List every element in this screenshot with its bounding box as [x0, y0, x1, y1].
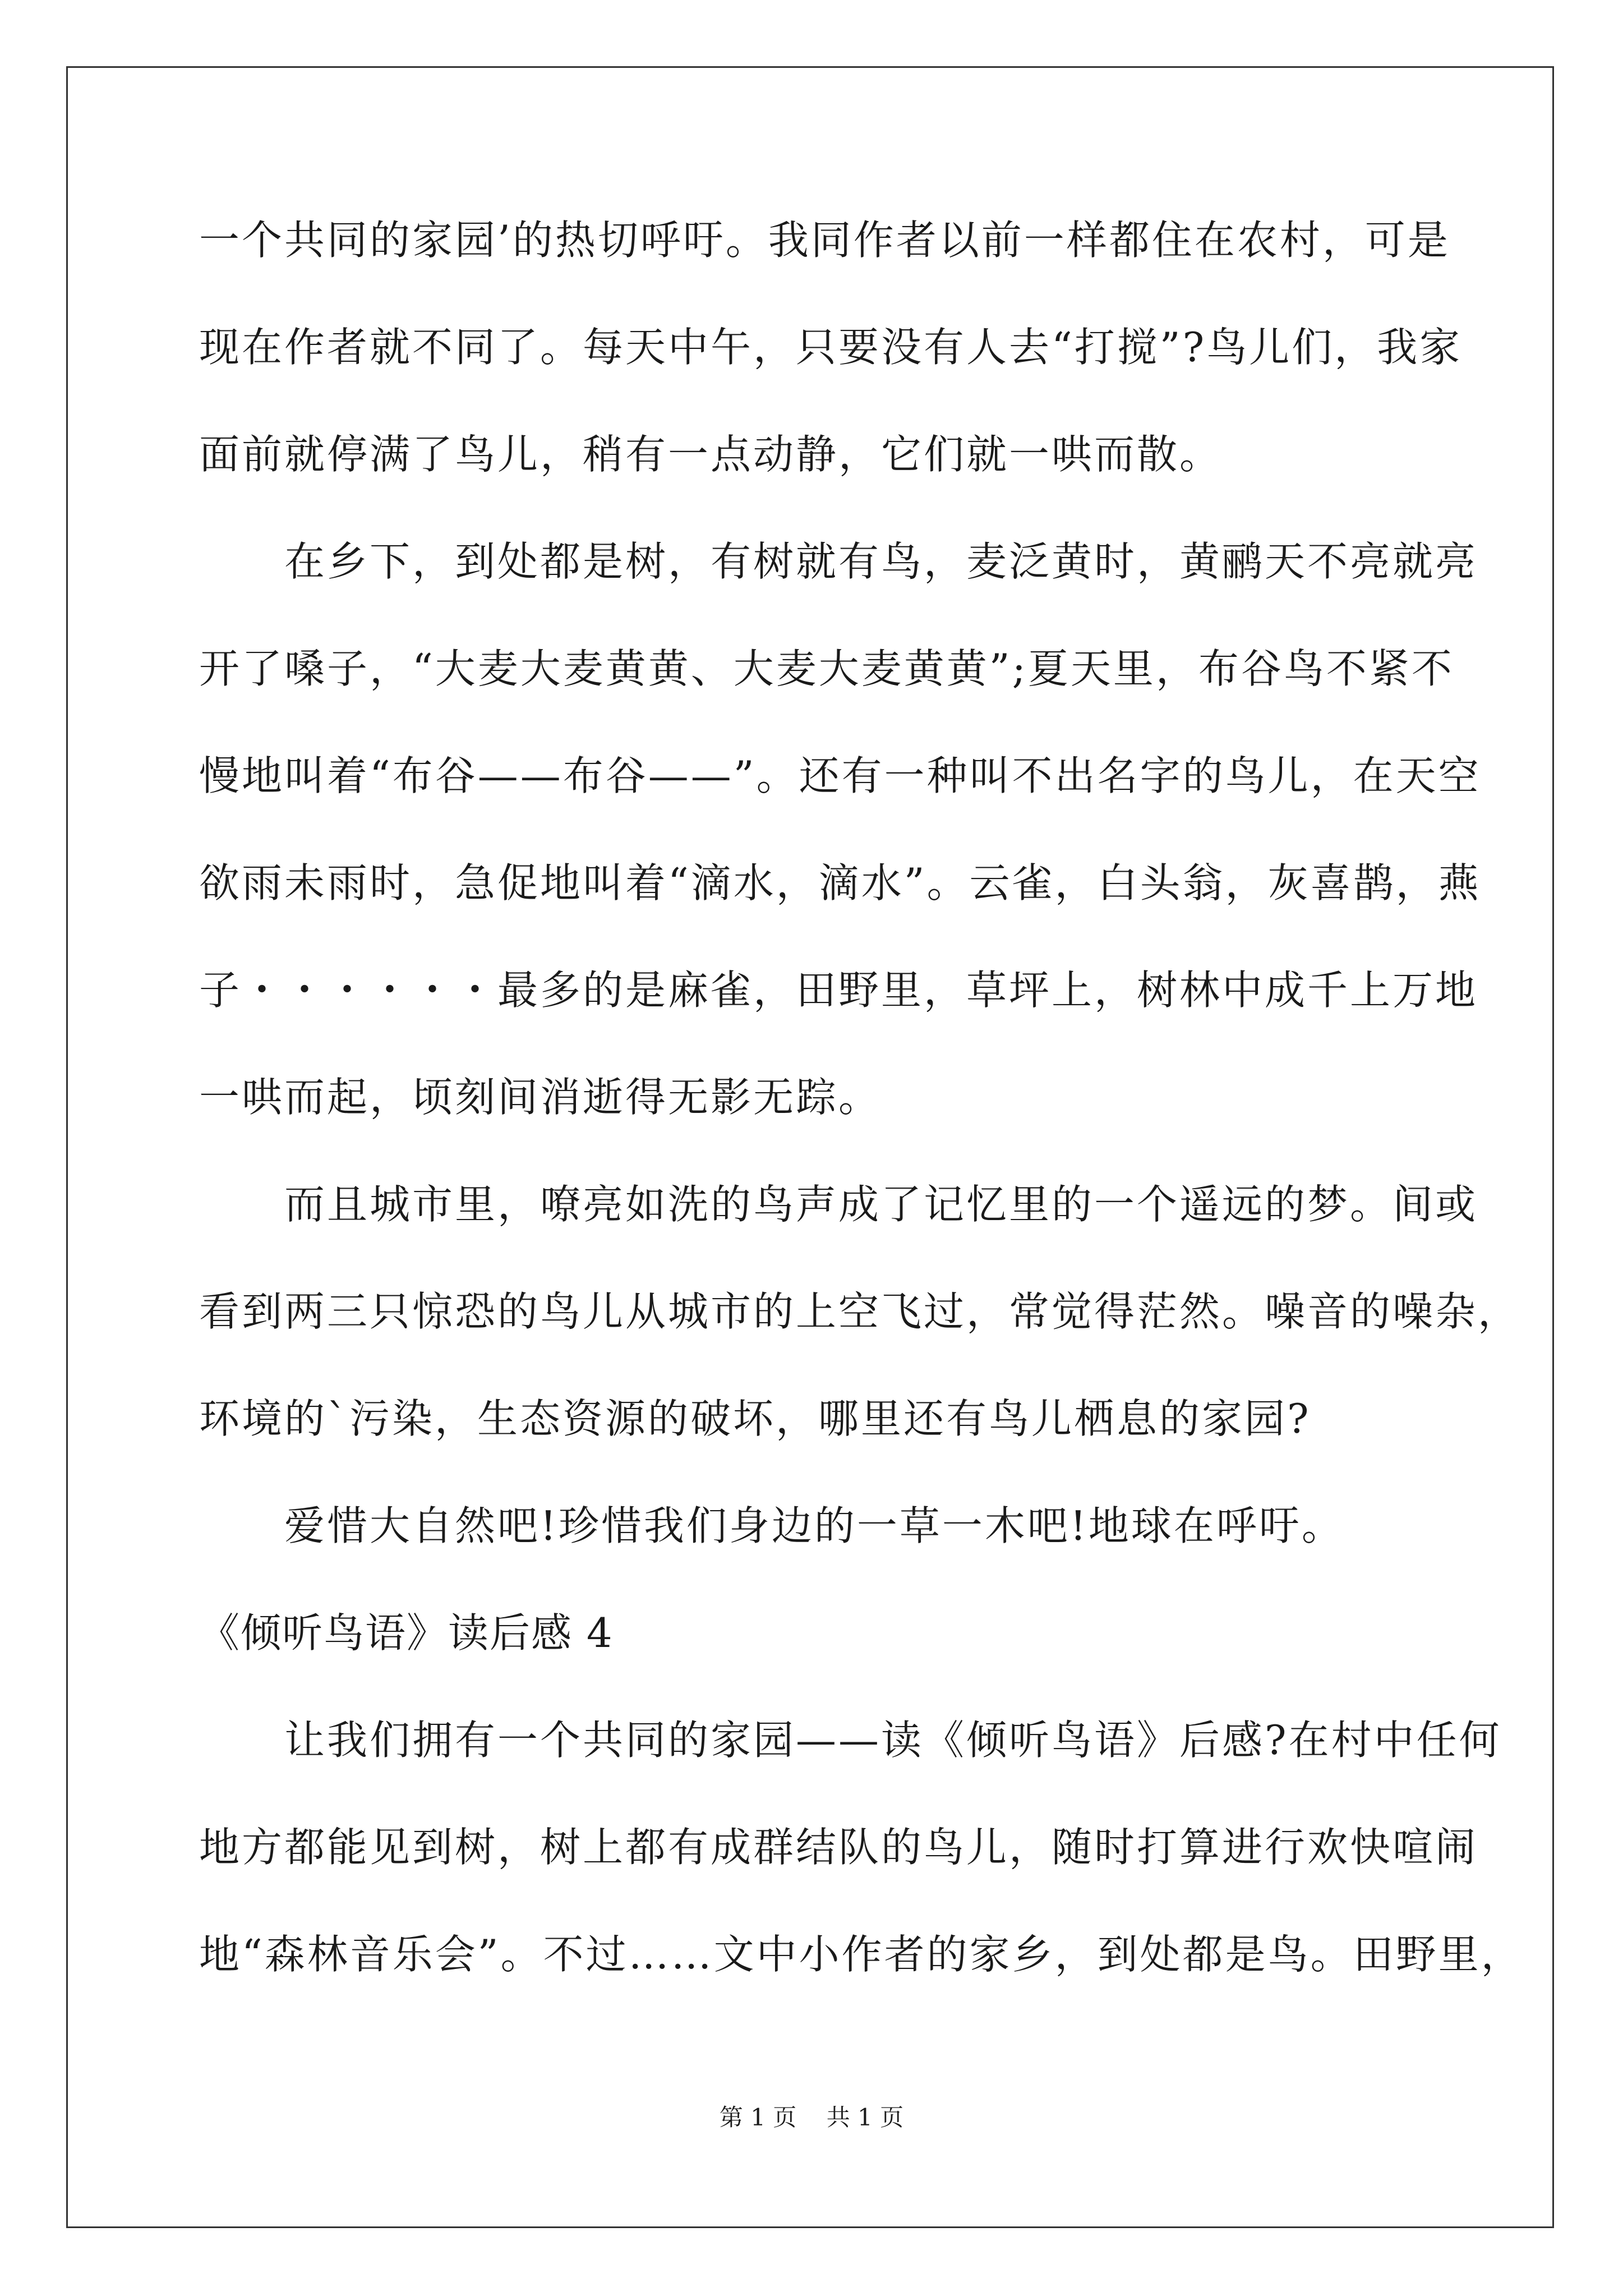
text-line: 子・・・・・・最多的是麻雀，田野里，草坪上，树林中成千上万地 [199, 967, 1478, 1014]
section-heading: 《倾听鸟语》读后感 4 [199, 1609, 614, 1657]
text-line: 一个共同的家园’的热切呼吁。我同作者以前一样都住在农村，可是 [199, 217, 1450, 264]
text-line: 开了嗓子，“大麦大麦黄黄、大麦大麦黄黄”;夏天里，布谷鸟不紧不 [199, 645, 1454, 692]
page-footer: 第 1 页 共 1 页 [719, 2104, 904, 2131]
text-line: 地方都能见到树，树上都有成群结队的鸟儿，随时打算进行欢快喧闹 [199, 1824, 1478, 1871]
text-line: 而且城市里，嘹亮如洗的鸟声成了记忆里的一个遥远的梦。间或 [199, 1181, 1478, 1228]
text-line: 在乡下，到处都是树，有树就有鸟，麦泛黄时，黄鹂天不亮就亮 [199, 538, 1478, 585]
text-line: 让我们拥有一个共同的家园——读《倾听鸟语》后感?在村中任何 [199, 1717, 1502, 1764]
text-line: 一哄而起，顷刻间消逝得无影无踪。 [199, 1074, 882, 1121]
text-line: 爱惜大自然吧!珍惜我们身边的一草一木吧!地球在呼吁。 [199, 1502, 1344, 1549]
text-line: 环境的`污染，生态资源的破坏，哪里还有鸟儿栖息的家园? [199, 1395, 1311, 1442]
text-line: 现在作者就不同了。每天中午，只要没有人去“打搅”?鸟儿们，我家 [199, 324, 1463, 371]
text-line: 慢地叫着“布谷——布谷——”。还有一种叫不出名字的鸟儿，在天空 [199, 752, 1481, 799]
text-line: 地“森林音乐会”。不过……文中小作者的家乡，到处都是鸟。田野里， [199, 1931, 1524, 1978]
text-line: 欲雨未雨时，急促地叫着“滴水，滴水”。云雀，白头翁，灰喜鹊，燕 [199, 859, 1481, 907]
text-line: 看到两三只惊恐的鸟儿从城市的上空飞过，常觉得茫然。噪音的噪杂， [199, 1288, 1521, 1335]
document-body [199, 212, 1524, 2033]
text-line: 面前就停满了鸟儿，稍有一点动静，它们就一哄而散。 [199, 431, 1223, 478]
